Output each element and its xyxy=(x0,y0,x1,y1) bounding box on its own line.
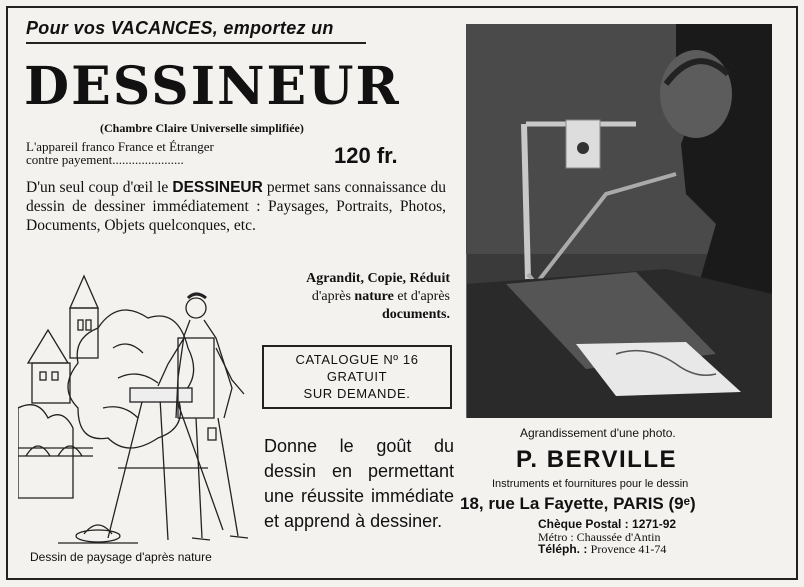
catalogue-line-1: CATALOGUE Nº 16 xyxy=(295,352,419,367)
artist-drawing-icon xyxy=(18,268,256,550)
camera-lucida-photo-icon xyxy=(466,24,772,418)
catalogue-line-3: SUR DEMANDE. xyxy=(303,386,411,401)
cheque-value: 1271-92 xyxy=(632,517,677,531)
product-subtitle: (Chambre Claire Universelle simplifiée) xyxy=(100,121,304,135)
illustration-caption: Dessin de paysage d'après nature xyxy=(30,550,212,564)
company-tagline: Instruments et fournitures pour le dessin xyxy=(492,478,689,490)
features-pre: d'après xyxy=(311,289,355,304)
catalogue-box xyxy=(262,345,452,409)
product-title: DESSINEUR xyxy=(24,56,401,117)
features-text xyxy=(250,270,450,324)
description-post: permet sans connaissance du dessin de dessiner immédiatement : Paysages, Portraits, Photos, Documents, Objets quelconques, etc. xyxy=(26,179,447,234)
shipping-text xyxy=(26,140,326,166)
shipping-line-1: L'appareil franco France et Étranger xyxy=(26,139,214,154)
features-nature: nature xyxy=(354,289,394,304)
features-post: et d'après xyxy=(393,289,450,304)
price: 120 fr. xyxy=(334,143,398,168)
company-name: P. BERVILLE xyxy=(516,446,677,473)
features-documents: documents. xyxy=(381,307,450,322)
description-paragraph xyxy=(26,178,446,235)
tel-label: Téléph. : xyxy=(538,542,591,556)
metro-line: Métro : Chaussée d'Antin xyxy=(538,529,661,544)
benefit-text: Donne le goût du dessin en permettant une réussite immédiate et apprend à dessiner. xyxy=(264,436,454,531)
tel-value: Provence 41-74 xyxy=(590,542,667,556)
description-brand: DESSINEUR xyxy=(172,179,263,196)
cheque-label: Chèque Postal : xyxy=(538,517,633,531)
contact-details xyxy=(538,518,676,556)
description-pre: D'un seul coup d'œil le xyxy=(26,179,173,196)
features-bold: Agrandit, Copie, Réduit xyxy=(306,271,450,286)
shipping-line-2: contre payement...................... xyxy=(26,152,184,167)
company-address: 18, rue La Fayette, PARIS (9ᵉ) xyxy=(460,494,696,513)
headline: Pour vos VACANCES, emportez un xyxy=(26,18,334,38)
headline-rule xyxy=(26,42,366,44)
photo-caption: Agrandissement d'une photo. xyxy=(520,426,676,440)
catalogue-line-2: GRATUIT xyxy=(326,369,388,384)
